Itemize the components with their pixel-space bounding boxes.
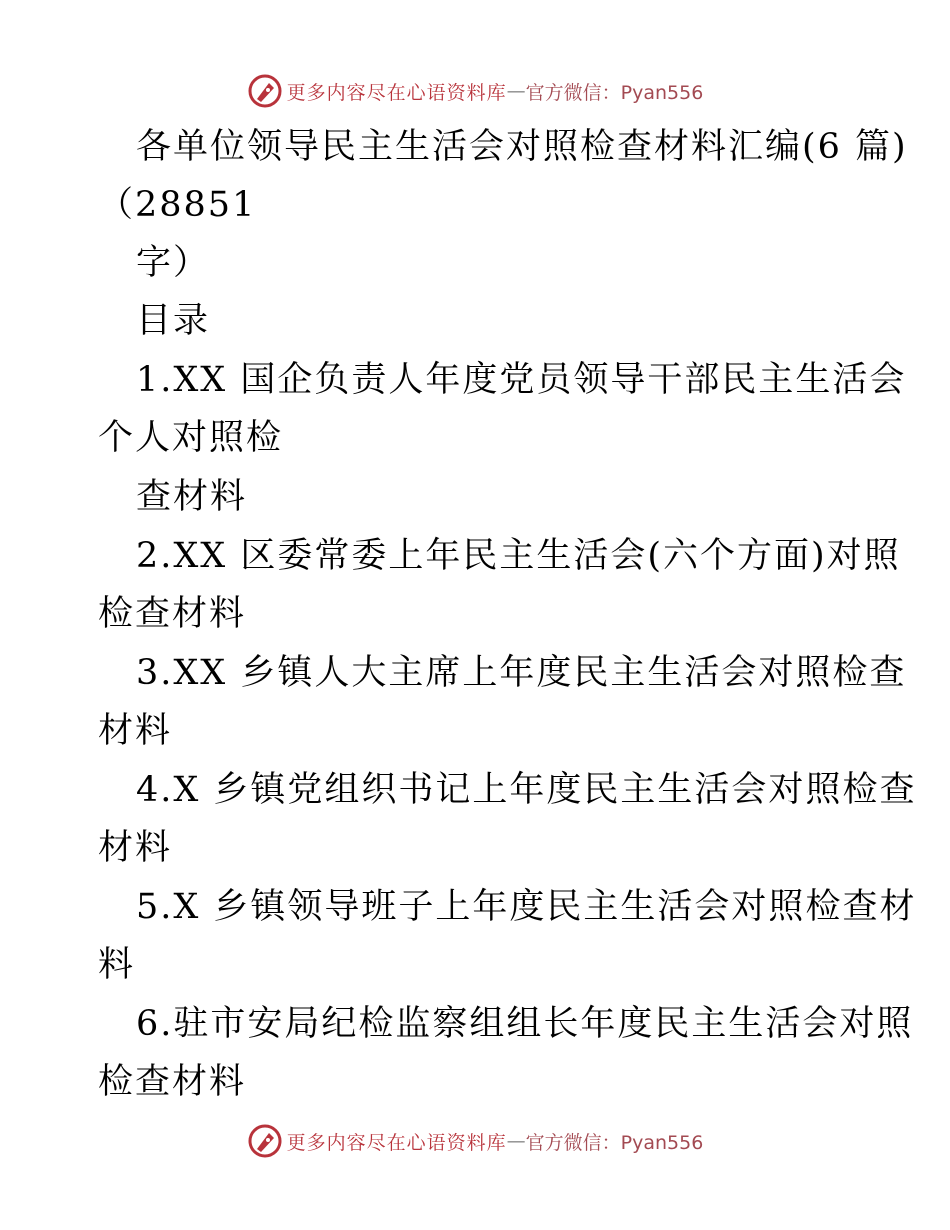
pen-nib-circle-icon: [247, 1123, 283, 1159]
watermark-brand: 更多内容尽在心语资料库: [286, 1131, 507, 1154]
toc-item-5: 5.X 乡镇领导班子上年度民主生活会对照检查材: [136, 887, 917, 927]
toc-item-2: 2.XX 区委常委上年民主生活会(六个方面)对照: [136, 536, 901, 576]
toc-heading: 目录: [136, 301, 211, 341]
document-title-line2: （28851: [98, 185, 257, 225]
watermark-account: 官方微信：Pyan556: [525, 1131, 704, 1154]
toc-item-1: 1.XX 国企负责人年度党员领导干部民主生活会: [136, 360, 907, 400]
toc-item-1-cont: 个人对照检: [98, 418, 284, 458]
watermark-account: 官方微信：Pyan556: [525, 81, 704, 104]
toc-item-6-cont: 检查材料: [98, 1062, 247, 1102]
watermark-separator: —: [506, 80, 526, 102]
watermark-brand: 更多内容尽在心语资料库: [286, 81, 507, 104]
toc-item-4: 4.X 乡镇党组织书记上年度民主生活会对照检查: [136, 770, 917, 810]
toc-item-1-cont2: 查材料: [136, 477, 248, 517]
toc-item-6: 6.驻市安局纪检监察组组长年度民主生活会对照: [136, 1004, 914, 1044]
watermark-separator: —: [506, 1130, 526, 1152]
toc-item-3: 3.XX 乡镇人大主席上年度民主生活会对照检查: [136, 653, 907, 693]
document-title-line3: 字）: [136, 243, 211, 283]
toc-item-3-cont: 材料: [98, 711, 173, 751]
toc-item-2-cont: 检查材料: [98, 594, 247, 634]
toc-item-5-cont: 料: [98, 945, 136, 985]
footer-watermark: [0, 1121, 950, 1161]
document-title-line1: 各单位领导民主生活会对照检查材料汇编(6 篇): [136, 127, 908, 167]
toc-item-4-cont: 材料: [98, 828, 173, 868]
